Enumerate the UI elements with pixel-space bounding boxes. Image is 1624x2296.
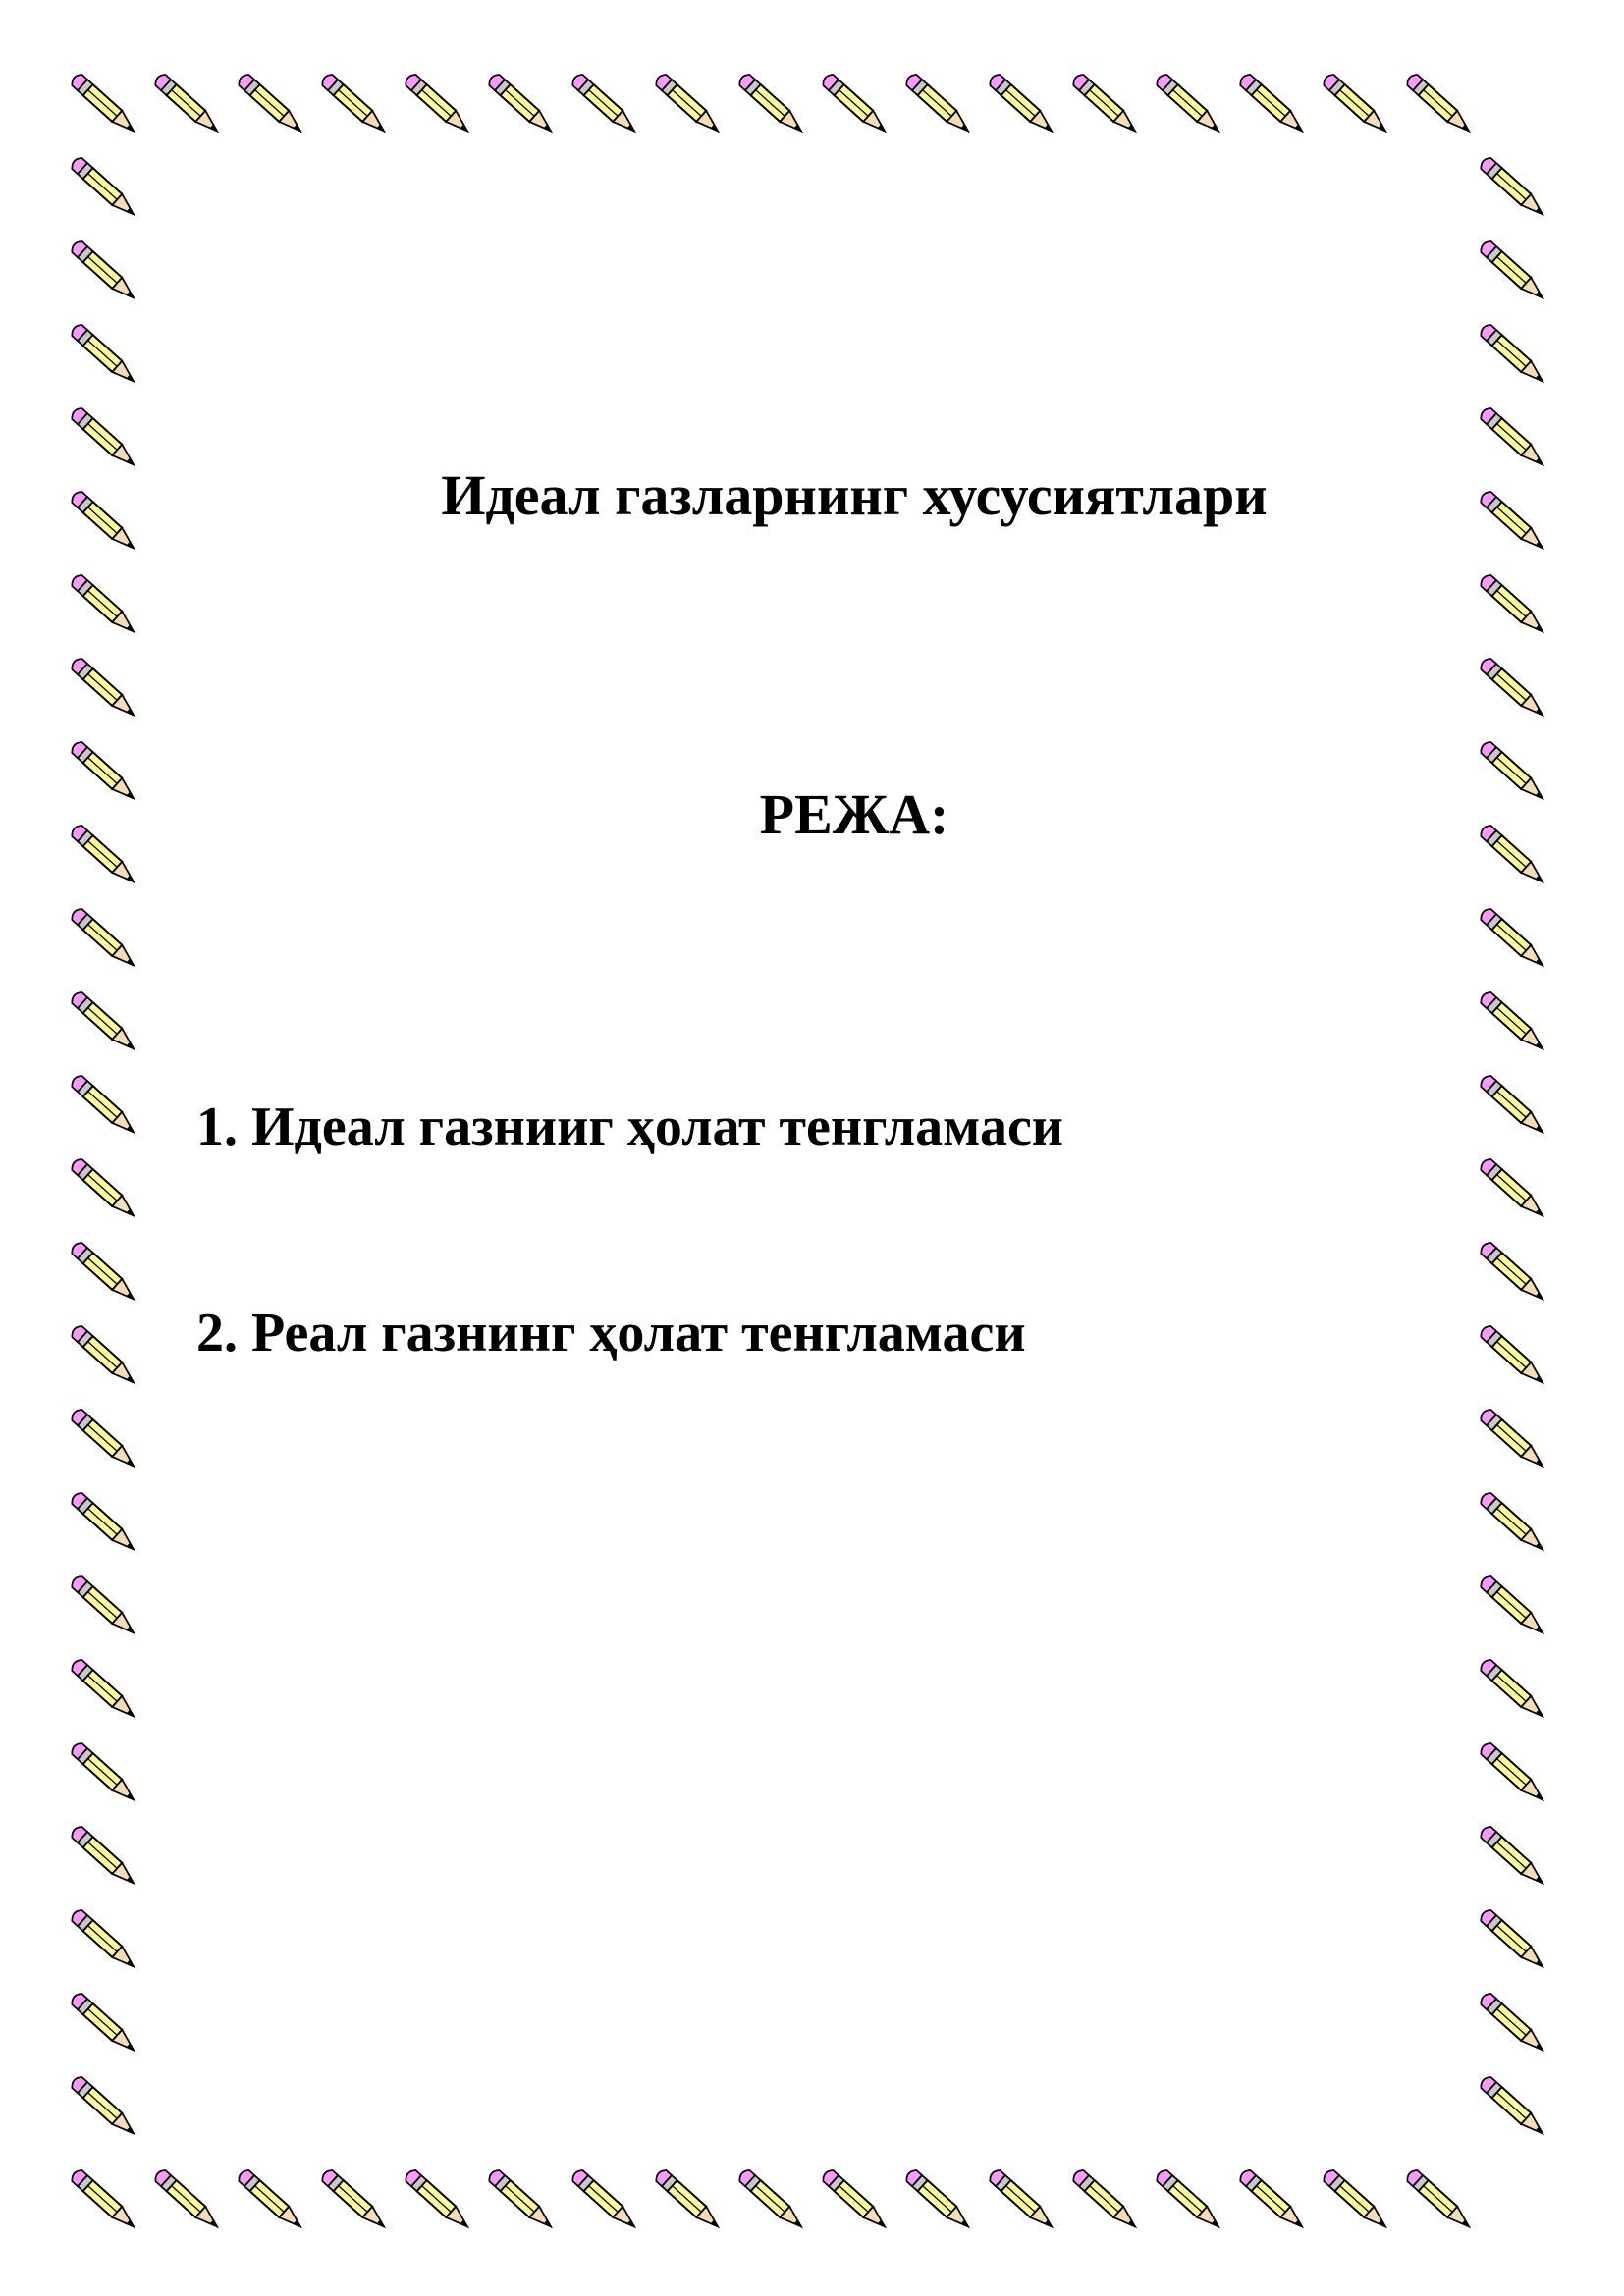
pencil-icon [1155, 2167, 1225, 2233]
pencil-icon [70, 2074, 140, 2140]
pencil-icon [70, 906, 140, 972]
pencil-icon [487, 72, 558, 137]
pencil-icon [1071, 72, 1142, 137]
pencil-icon [1479, 239, 1549, 304]
pencil-icon [1479, 1991, 1549, 2056]
pencil-icon [70, 572, 140, 638]
pencil-icon [1479, 1907, 1549, 1973]
pencil-icon [70, 239, 140, 304]
pencil-icon [1479, 906, 1549, 972]
pencil-icon [70, 1490, 140, 1556]
pencil-icon [737, 2167, 808, 2233]
pencil-icon [487, 2167, 558, 2233]
pencil-icon [1479, 2074, 1549, 2140]
pencil-icon [70, 656, 140, 721]
pencil-icon [1322, 2167, 1392, 2233]
pencil-icon [70, 155, 140, 221]
pencil-icon [1405, 72, 1476, 137]
pencil-icon [70, 1657, 140, 1723]
pencil-icon [1405, 2167, 1476, 2233]
pencil-icon [1479, 989, 1549, 1055]
pencil-icon [153, 2167, 224, 2233]
pencil-icon [70, 1323, 140, 1389]
pencil-icon [1479, 656, 1549, 721]
pencil-icon [70, 2167, 140, 2233]
pencil-icon [1479, 1824, 1549, 1890]
pencil-icon [1479, 1490, 1549, 1556]
pencil-icon [654, 72, 725, 137]
pencil-icon [1479, 1156, 1549, 1222]
pencil-icon [570, 2167, 641, 2233]
pencil-icon [320, 2167, 391, 2233]
pencil-icon [70, 322, 140, 388]
pencil-icon [1479, 572, 1549, 638]
pencil-icon [320, 72, 391, 137]
pencil-icon [237, 72, 307, 137]
pencil-icon [1238, 2167, 1309, 2233]
pencil-icon [1479, 1323, 1549, 1389]
pencil-icon [70, 1407, 140, 1472]
pencil-icon [70, 72, 140, 137]
pencil-icon [1479, 1240, 1549, 1306]
pencil-icon [1479, 1407, 1549, 1472]
page-title: Идеал газларнинг хусусиятлари [441, 463, 1268, 527]
pencil-icon [153, 72, 224, 137]
plan-item: 2. Реал газнинг ҳолат тенгламаси [196, 1303, 1026, 1363]
pencil-icon [988, 72, 1058, 137]
pencil-icon [1479, 1073, 1549, 1139]
pencil-icon [654, 2167, 725, 2233]
pencil-icon [570, 72, 641, 137]
pencil-icon [404, 72, 474, 137]
pencil-icon [404, 2167, 474, 2233]
pencil-icon [821, 2167, 892, 2233]
plan-item: 1. Идеал газнииг ҳолат тенгламаси [196, 1096, 1064, 1157]
pencil-icon [70, 1991, 140, 2056]
pencil-icon [904, 2167, 975, 2233]
pencil-icon [1479, 155, 1549, 221]
pencil-icon [70, 1907, 140, 1973]
pencil-icon [988, 2167, 1058, 2233]
pencil-icon [1155, 72, 1225, 137]
pencil-icon [70, 1240, 140, 1306]
pencil-icon [70, 1073, 140, 1139]
pencil-icon [1479, 1740, 1549, 1806]
pencil-icon [237, 2167, 307, 2233]
pencil-icon [821, 72, 892, 137]
pencil-icon [737, 72, 808, 137]
pencil-icon [1479, 1657, 1549, 1723]
pencil-icon [1479, 1574, 1549, 1639]
pencil-icon [1238, 72, 1309, 137]
pencil-icon [70, 1156, 140, 1222]
pencil-icon [70, 989, 140, 1055]
pencil-icon [1322, 72, 1392, 137]
plan-heading: РЕЖА: [759, 782, 949, 846]
pencil-icon [904, 72, 975, 137]
pencil-icon [70, 1740, 140, 1806]
pencil-icon [70, 1824, 140, 1890]
pencil-icon [70, 1574, 140, 1639]
pencil-icon [1071, 2167, 1142, 2233]
pencil-icon [1479, 322, 1549, 388]
